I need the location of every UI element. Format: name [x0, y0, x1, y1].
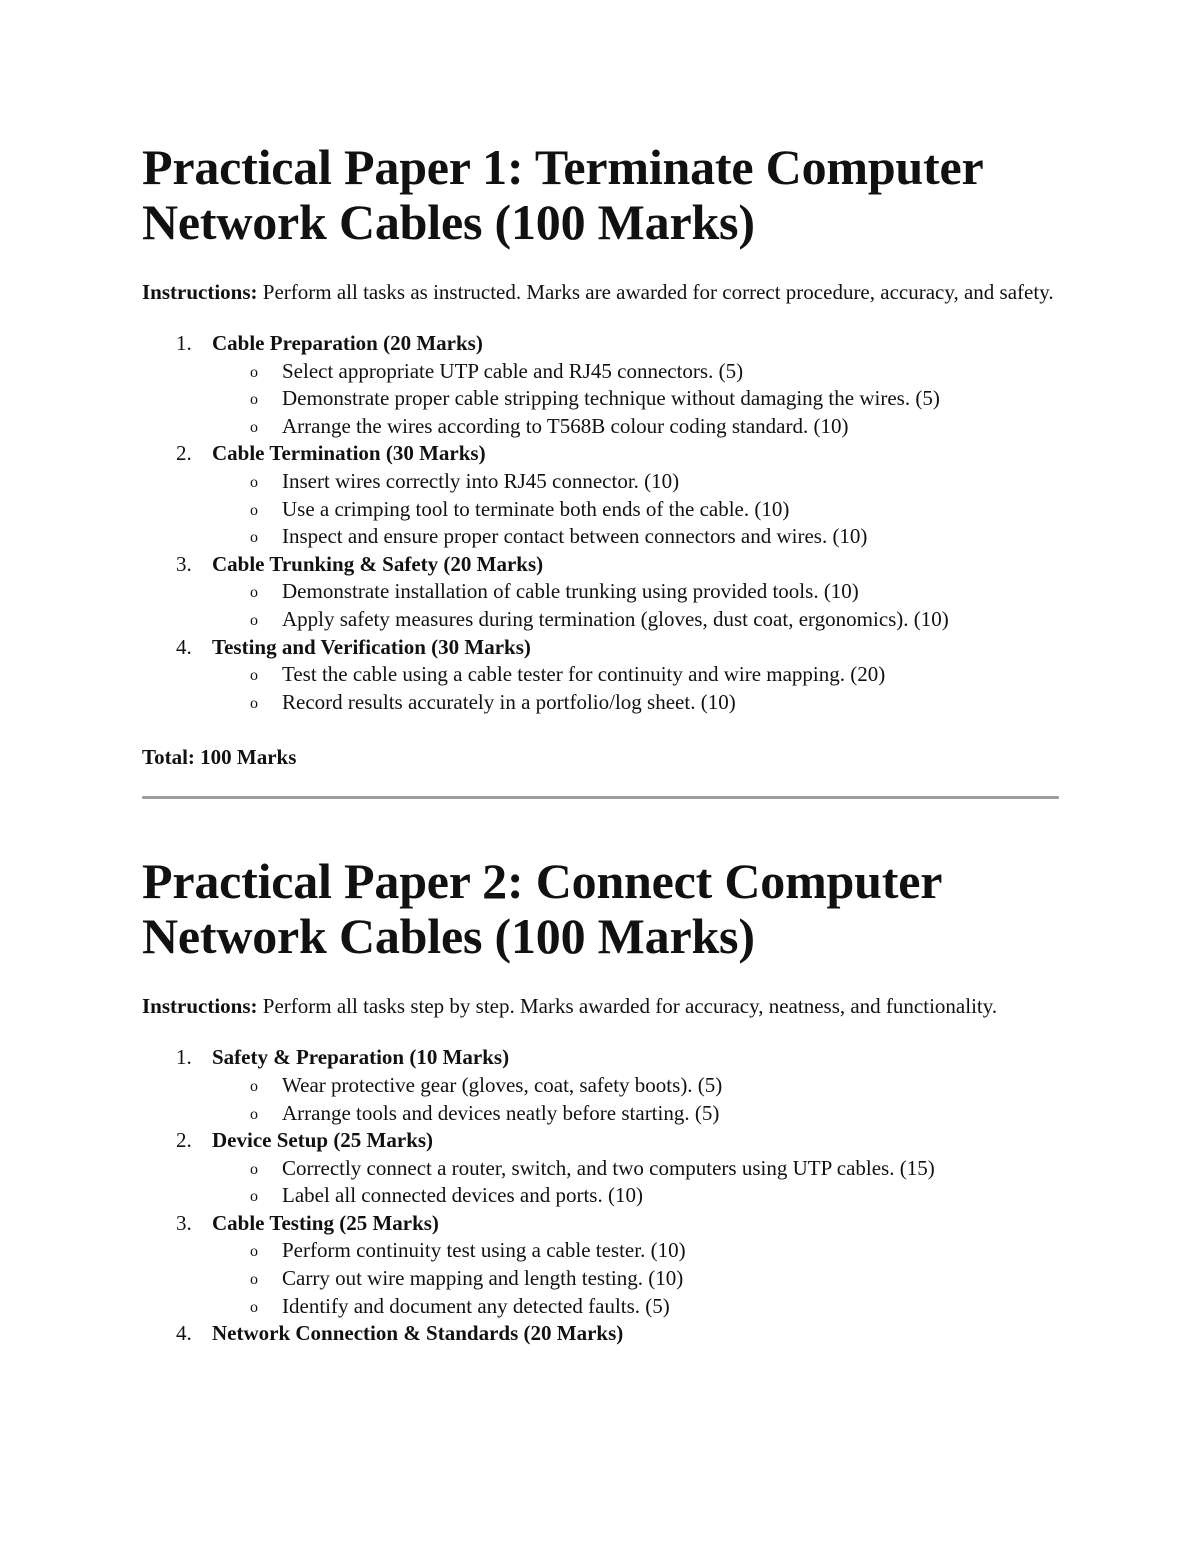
task-item — [212, 523, 1062, 551]
task-item — [212, 1293, 1062, 1321]
task-text: Label all connected devices and ports. (10) — [282, 1183, 643, 1208]
paper-2-sections — [142, 1044, 1062, 1348]
section-title: Cable Termination (30 Marks) — [212, 441, 486, 466]
section-title: Cable Trunking & Safety (20 Marks) — [212, 551, 544, 576]
hollow-bullet-icon: o — [250, 667, 258, 685]
section-title: Testing and Verification (30 Marks) — [212, 634, 531, 659]
section-item — [142, 551, 1062, 634]
section-number: 3. — [176, 551, 192, 576]
task-list — [212, 1072, 1062, 1127]
section-item — [142, 634, 1062, 717]
section-title: Safety & Preparation (10 Marks) — [212, 1045, 510, 1070]
task-item — [212, 385, 1062, 413]
paper-1-total: Total: 100 Marks — [142, 745, 297, 770]
hollow-bullet-icon: o — [250, 473, 258, 491]
document-page — [142, 140, 1062, 1348]
task-item — [212, 689, 1062, 717]
task-item — [212, 1265, 1062, 1293]
paper-2 — [142, 854, 1062, 1348]
hollow-bullet-icon: o — [250, 1077, 258, 1095]
hollow-bullet-icon: o — [250, 584, 258, 602]
section-number: 4. — [176, 634, 192, 659]
section-title: Device Setup (25 Marks) — [212, 1128, 434, 1153]
task-item — [212, 496, 1062, 524]
task-list — [212, 468, 1062, 551]
section-item — [142, 330, 1062, 440]
instructions-label: Instructions: — [142, 280, 258, 304]
task-text: Inspect and ensure proper contact between connectors and wires. (10) — [282, 524, 868, 549]
task-item — [212, 606, 1062, 634]
task-text: Perform continuity test using a cable tester. (10) — [282, 1238, 686, 1263]
instructions-text: Perform all tasks as instructed. Marks are awarded for correct procedure, accuracy, and safety. — [262, 280, 1054, 304]
task-item — [212, 413, 1062, 441]
section-title: Cable Preparation (20 Marks) — [212, 331, 483, 355]
section-item — [142, 1210, 1062, 1320]
hollow-bullet-icon: o — [250, 418, 258, 436]
task-text: Demonstrate proper cable stripping technique without damaging the wires. (5) — [282, 386, 940, 411]
section-item — [142, 1320, 1062, 1348]
hollow-bullet-icon: o — [250, 363, 258, 381]
section-number: 1. — [176, 331, 192, 355]
paper-2-instructions — [142, 992, 1062, 1020]
hollow-bullet-icon: o — [250, 611, 258, 629]
horizontal-divider — [142, 796, 1059, 799]
hollow-bullet-icon: o — [250, 1105, 258, 1123]
hollow-bullet-icon: o — [250, 1160, 258, 1178]
paper-2-title: Practical Paper 2: Connect Computer Network Cables (100 Marks) — [142, 853, 942, 965]
task-list — [212, 661, 1062, 716]
paper-1-sections — [142, 330, 1062, 716]
task-item — [212, 1072, 1062, 1100]
task-text: Arrange the wires according to T568B colour coding standard. (10) — [282, 413, 849, 438]
task-item — [212, 468, 1062, 496]
task-text: Apply safety measures during termination (gloves, dust coat, ergonomics). (10) — [282, 606, 949, 631]
section-item — [142, 1044, 1062, 1127]
section-number: 3. — [176, 1210, 192, 1235]
section-title: Cable Testing (25 Marks) — [212, 1210, 439, 1235]
task-text: Correctly connect a router, switch, and two computers using UTP cables. (15) — [282, 1155, 935, 1180]
task-text: Demonstrate installation of cable trunking using provided tools. (10) — [282, 579, 859, 604]
paper-1-title: Practical Paper 1: Terminate Computer Network Cables (100 Marks) — [142, 139, 983, 250]
section-number: 2. — [176, 441, 192, 466]
instructions-text: Perform all tasks step by step. Marks awarded for accuracy, neatness, and functionality. — [262, 994, 998, 1019]
task-list — [212, 1155, 1062, 1210]
task-item — [212, 1237, 1062, 1265]
task-text: Carry out wire mapping and length testing. (10) — [282, 1266, 684, 1291]
task-list — [212, 578, 1062, 633]
section-item — [142, 440, 1062, 550]
task-text: Wear protective gear (gloves, coat, safety boots). (5) — [282, 1072, 723, 1097]
task-item — [212, 1182, 1062, 1210]
hollow-bullet-icon: o — [250, 1188, 258, 1206]
paper-1-instructions — [142, 278, 1062, 306]
section-number: 2. — [176, 1128, 192, 1153]
hollow-bullet-icon: o — [250, 529, 258, 547]
section-title: Network Connection & Standards (20 Marks) — [212, 1321, 624, 1346]
task-text: Identify and document any detected faults. (5) — [282, 1293, 670, 1318]
section-item — [142, 1127, 1062, 1210]
hollow-bullet-icon: o — [250, 694, 258, 712]
hollow-bullet-icon: o — [250, 391, 258, 409]
task-text: Arrange tools and devices neatly before starting. (5) — [282, 1100, 720, 1125]
task-text: Test the cable using a cable tester for continuity and wire mapping. (20) — [282, 662, 886, 687]
task-list — [212, 358, 1062, 441]
task-item — [212, 358, 1062, 386]
task-text: Select appropriate UTP cable and RJ45 connectors. (5) — [282, 358, 744, 383]
instructions-label: Instructions: — [142, 994, 258, 1019]
task-item — [212, 1100, 1062, 1128]
task-item — [212, 1155, 1062, 1183]
task-list — [212, 1237, 1062, 1320]
task-item — [212, 661, 1062, 689]
hollow-bullet-icon: o — [250, 1271, 258, 1289]
hollow-bullet-icon: o — [250, 1298, 258, 1316]
task-text: Insert wires correctly into RJ45 connector. (10) — [282, 468, 680, 493]
paper-1 — [142, 140, 1062, 771]
task-text: Record results accurately in a portfolio/log sheet. (10) — [282, 689, 736, 714]
section-number: 4. — [176, 1321, 192, 1346]
task-item — [212, 578, 1062, 606]
hollow-bullet-icon: o — [250, 1243, 258, 1261]
section-number: 1. — [176, 1045, 192, 1070]
task-text: Use a crimping tool to terminate both ends of the cable. (10) — [282, 496, 790, 521]
hollow-bullet-icon: o — [250, 501, 258, 519]
